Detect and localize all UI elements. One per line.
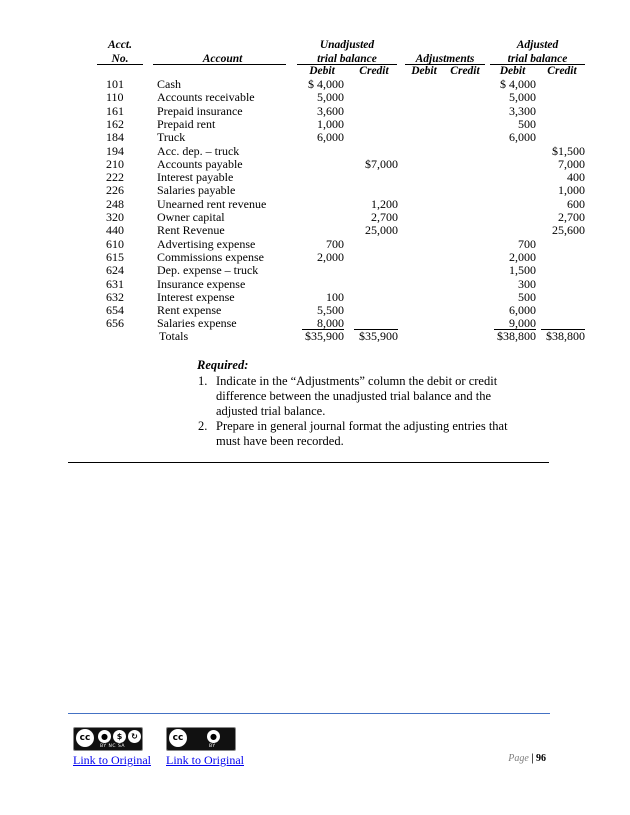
unadj-debit: 700 <box>326 236 344 251</box>
footer-rule <box>68 713 550 714</box>
acct-no: 194 <box>106 143 124 158</box>
adjusted-debit: $ 4,000 <box>500 77 536 91</box>
adjusted-credit: 2,700 <box>558 210 585 224</box>
acct-no: 610 <box>106 236 124 251</box>
acct-no: 248 <box>106 196 124 211</box>
account-name: Rent Revenue <box>157 223 225 238</box>
header-acct-no <box>100 38 140 66</box>
sub-adj-credit: Credit <box>450 65 480 77</box>
acct-no: 184 <box>106 130 124 145</box>
adjusted-debit: 9,000 <box>509 316 536 331</box>
account-name: Salaries expense <box>157 316 237 331</box>
sub-unadj-credit: Credit <box>359 65 389 77</box>
account-name: Commissions expense <box>157 249 264 264</box>
page-label: Page <box>508 753 529 764</box>
adjusted-credit: 400 <box>567 170 585 185</box>
account-name: Truck <box>157 130 186 145</box>
badge2-tag: BY <box>209 744 216 749</box>
rule-acct <box>97 64 143 65</box>
acct-no: 615 <box>106 249 124 264</box>
acct-no: 101 <box>106 77 124 91</box>
account-name: Prepaid insurance <box>157 103 243 118</box>
adjusted-debit: 5,000 <box>509 90 536 105</box>
sub-adj-debit: Debit <box>411 65 437 77</box>
acct-no: 320 <box>106 210 124 224</box>
required-item-line: adjusted trial balance. <box>216 404 326 418</box>
sub-adjusted-credit: Credit <box>547 65 577 77</box>
header-adjusted-line1: Adjusted <box>516 39 559 51</box>
account-name: Unearned rent revenue <box>157 196 267 211</box>
page-number <box>508 753 546 764</box>
adjusted-credit: 25,600 <box>552 223 585 238</box>
unadj-debit: 100 <box>326 289 344 304</box>
header-unadjusted-line2: trial balance <box>317 53 377 65</box>
acct-no: 632 <box>106 289 124 304</box>
adjusted-debit: 6,000 <box>509 303 536 318</box>
account-name: Salaries payable <box>157 183 236 198</box>
unadj-debit: 5,500 <box>317 303 344 318</box>
acct-no: 161 <box>106 103 124 118</box>
header-unadjusted <box>297 38 397 66</box>
adjusted-debit: 300 <box>518 276 536 291</box>
header-adjustments: Adjustments <box>415 53 475 65</box>
unadj-debit: 5,000 <box>317 90 344 105</box>
acct-no: 226 <box>106 183 124 198</box>
account-name: Dep. expense – truck <box>157 263 259 278</box>
adjusted-debit: 500 <box>518 289 536 304</box>
adjusted-credit: 600 <box>567 196 585 211</box>
account-name: Accounts receivable <box>157 90 255 105</box>
page-number-value: 96 <box>536 753 546 764</box>
license-badge-by[interactable] <box>166 727 236 751</box>
header-adjusted-line2: trial balance <box>507 53 568 65</box>
sub-adjusted-debit: Debit <box>499 65 526 77</box>
adjusted-debit: 500 <box>518 116 536 131</box>
page-separator: | <box>531 753 534 764</box>
adjusted-credit: 1,000 <box>558 183 585 198</box>
unadj-debit: 1,000 <box>317 116 344 131</box>
required-item-line: Prepare in general journal format the adjusting entries that <box>216 419 508 433</box>
cc-logo-icon: cc <box>169 729 187 747</box>
required-item-line: difference between the unadjusted trial balance and the <box>216 389 491 403</box>
totals-unadj-debit: $35,900 <box>305 329 344 343</box>
header-account: Account <box>202 53 243 65</box>
unadj-credit: 2,700 <box>371 210 398 224</box>
required-item-line: must have been recorded. <box>216 434 344 448</box>
attribution-icon: ● <box>98 730 111 743</box>
noncommercial-icon: $ <box>113 730 126 743</box>
account-name: Rent expense <box>157 303 222 318</box>
adjusted-debit: 1,500 <box>509 263 536 278</box>
acct-no: 654 <box>106 303 124 318</box>
adjusted-debit: 6,000 <box>509 130 536 145</box>
section-divider <box>68 462 549 463</box>
acct-no: 440 <box>106 223 124 238</box>
account-name: Interest expense <box>157 289 235 304</box>
required-item-number: 2. <box>198 419 208 433</box>
account-name: Insurance expense <box>157 276 246 291</box>
unadj-debit: 2,000 <box>317 249 344 264</box>
adjusted-debit: 3,300 <box>509 103 536 118</box>
account-name: Acc. dep. – truck <box>157 143 240 158</box>
sharealike-icon: ↻ <box>128 730 141 743</box>
account-name: Prepaid rent <box>157 116 216 131</box>
required-item-number: 1. <box>198 374 208 388</box>
unadj-credit: 25,000 <box>365 223 398 238</box>
totals-adjusted-credit: $38,800 <box>546 329 585 343</box>
account-name: Owner capital <box>157 210 225 224</box>
unadj-debit: 8,000 <box>317 316 344 331</box>
unadj-credit: 1,200 <box>371 196 398 211</box>
unadj-debit: $ 4,000 <box>308 77 344 91</box>
adjusted-credit: $1,500 <box>552 143 585 158</box>
account-name: Interest payable <box>157 170 234 185</box>
rule-account <box>153 64 286 65</box>
required-title: Required: <box>197 358 249 372</box>
cc-logo-icon: cc <box>76 729 94 747</box>
attribution-icon: ● <box>207 730 220 743</box>
totals-unadj-credit: $35,900 <box>359 329 398 343</box>
account-name: Advertising expense <box>157 236 256 251</box>
required-item-line: Indicate in the “Adjustments” column the debit or credit <box>216 374 498 388</box>
adjusted-credit: 7,000 <box>558 156 585 171</box>
header-adjusted <box>490 38 585 66</box>
totals-adjusted-debit: $38,800 <box>497 329 536 343</box>
totals-label: Totals <box>159 329 189 343</box>
acct-no: 222 <box>106 170 124 185</box>
unadj-credit: $7,000 <box>365 156 398 171</box>
acct-no: 110 <box>106 90 124 105</box>
header-unadjusted-line1: Unadjusted <box>319 39 375 51</box>
account-name: Accounts payable <box>157 156 243 171</box>
acct-no: 624 <box>106 263 124 278</box>
sub-unadj-debit: Debit <box>309 65 335 77</box>
link-to-original-2[interactable]: Link to Original <box>166 753 244 767</box>
acct-no: 631 <box>106 276 124 291</box>
header-acct-line2: No. <box>111 53 129 65</box>
link-to-original-1[interactable]: Link to Original <box>73 753 151 767</box>
header-acct-line1: Acct. <box>108 39 132 51</box>
adjusted-debit: 700 <box>518 236 536 251</box>
account-name: Cash <box>157 77 181 91</box>
acct-no: 162 <box>106 116 124 131</box>
acct-no: 210 <box>106 156 124 171</box>
license-badge-by-nc-sa[interactable] <box>73 727 143 751</box>
acct-no: 656 <box>106 316 124 331</box>
unadj-debit: 6,000 <box>317 130 344 145</box>
unadj-debit: 3,600 <box>317 103 344 118</box>
adjusted-debit: 2,000 <box>509 249 536 264</box>
badge1-tag: BY NC SA <box>100 744 125 749</box>
